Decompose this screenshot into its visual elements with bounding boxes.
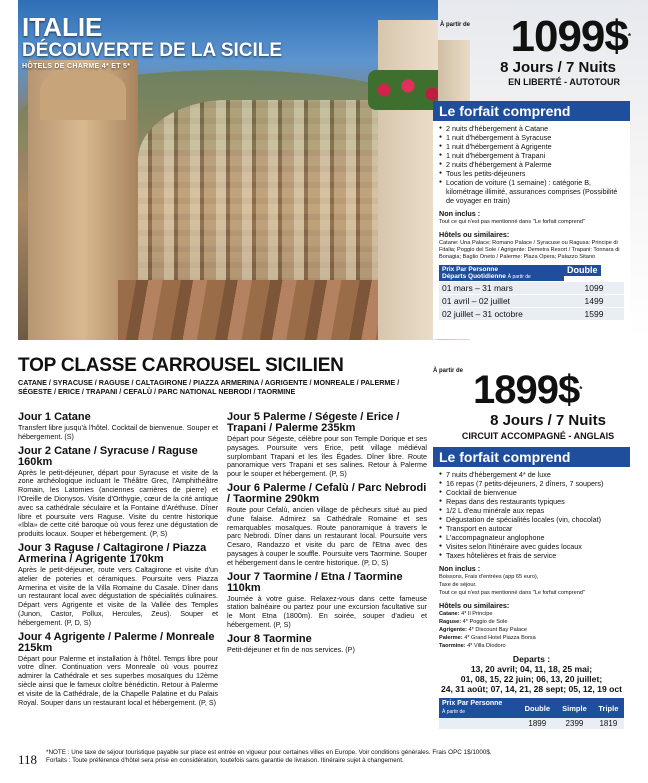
list-item: ● 1 nuit d'hébergement à Syracuse: [439, 133, 624, 142]
forfait-box-1: [433, 101, 630, 339]
tour-title: DÉCOUVERTE DE LA SICILE: [22, 40, 283, 61]
price-table-2: [439, 698, 624, 729]
tour2-cities: CATANE / SYRACUSE / RAGUSE / CALTAGIRONE / PIAZZA ARMERINA / AGRIGENTE / MONREALE / PALERME / SÉGESTE / ERICE / TRAPANI / CEFALÙ / PARC NATIONAL NEBRODI / TAORMINE: [18, 378, 400, 396]
day-title: Jour 3 Raguse / Caltagirone / Piazza Armerina / Agrigente 170km: [18, 541, 207, 565]
table-row: 01 mars – 31 mars 1099: [439, 282, 624, 295]
day-title: Jour 7 Taormine / Etna / Taormine 110km: [227, 570, 403, 594]
itinerary-column-2: [227, 412, 427, 655]
list-item: ● 1/2 L d'eau minérale aux repas: [439, 506, 624, 515]
day-title: Jour 6 Palerme / Cefalù / Parc Nebrodi / Taormine 290km: [227, 481, 427, 505]
forfait-heading: Le forfait comprend: [433, 101, 630, 121]
day-text: Transfert libre jusqu'à l'hôtel. Cocktail de bienvenue. Souper et hébergement. (S): [18, 423, 218, 441]
list-item: ● 2 nuits d'hébergement à Palerme: [439, 160, 624, 169]
list-item: ● 16 repas (7 petits-déjeuners, 2 dîners, 7 soupers): [439, 479, 624, 488]
day-title: Jour 2 Catane / Syracuse / Raguse 160km: [18, 444, 198, 468]
list-item: ● Taxes hôtelières et frais de service: [439, 551, 624, 560]
hotels-subtitle: HÔTELS DE CHARME 4* ET 5*: [22, 63, 131, 70]
non-inclus-text: Tout ce qui n'est pas mentionné dans "Le forfait comprend": [439, 590, 585, 596]
forfait-list: [433, 467, 630, 560]
hotels-label: Hôtels ou similaires:: [439, 230, 510, 239]
a-partir-label: À partir de: [433, 368, 464, 374]
departures: [433, 654, 630, 694]
list-item: ● Cocktail de bienvenue: [439, 488, 624, 497]
forfait-list: [433, 121, 630, 205]
hotels-text: Catane: Una Palace; Romano Palace / Syracuse ou Ragusa: Principe di Fitalia; Poggio del Sole / Agrigente: Demetra Resort / Trapani: Tonnara di Bonagia; Baglio Oneto / Palerme: Plaza Opera; Palazzo Sitano: [439, 240, 620, 260]
list-item: ● Repas dans des restaurants typiques: [439, 497, 624, 506]
table-row: 01 avril – 02 juillet 1499: [439, 295, 624, 308]
travel-mode: CIRCUIT ACCOMPAGNÉ - ANGLAIS: [461, 431, 615, 441]
a-partir-label: À partir de: [507, 274, 531, 280]
price-per-person-label: Prix Par Personne: [442, 700, 503, 707]
hotels-label: Hôtels ou similaires:: [439, 601, 510, 610]
day-title: Jour 1 Catane: [18, 411, 91, 423]
departs-line: 01, 08, 15, 22 juin; 06, 13, 20 juillet;: [460, 674, 603, 684]
double-header: Double: [518, 698, 556, 718]
day-text: Route pour Cefalù, ancien village de pêcheurs situé au pied d'une falaise. Admirez sa Cathédrale Romaine et ses remarquables mosaïques. Route panoramique à travers le parc Nebrodi. Dîner dans un restaurant local. Poursuite vers Cesaro, Randazzo et visite du parc de l'Etna avec des paysages à couper le souffle. Poursuite vers Taormine. Souper et hébergement dans le centre historique. (P, D, S): [227, 504, 427, 567]
list-item: ● Tous les petits-déjeuners: [439, 169, 624, 178]
day-text: Journée à votre guise. Relaxez-vous dans cette fameuse station balnéaire ou partez pour une excursion facultative sur le Mont Etna (1800m). En soirée, souper d'adieu et hébergement. (P, S): [227, 593, 427, 629]
departs-line: 13, 20 avril; 04, 11, 18, 25 mai;: [470, 664, 593, 674]
day-title: Jour 8 Taormine: [227, 632, 312, 645]
table-row: 1899 2399 1819: [439, 718, 624, 729]
day-text: Petit-déjeuner et fin de nos services. (P): [227, 644, 355, 654]
double-header: Double: [564, 265, 601, 276]
itinerary-column-1: [18, 412, 218, 707]
hotel-line: Raguse: 4* Poggio de Sole: [439, 619, 508, 625]
price-amount: 1099$*: [510, 12, 630, 61]
a-partir-label: À partir de: [442, 709, 466, 715]
non-inclus-label: Non inclus :: [439, 209, 481, 218]
day-text: Départ pour Ségeste, célèbre pour son Temple Dorique et ses paysages. Poursuite vers Erice, petit village médiéval surplombant Trapani et les îles Égades. Dîner libre. Route panoramique vers Trapani et ses salines. Retour à Palerme pour le souper et hébergement. (P, S): [227, 434, 427, 479]
footer-notes: [46, 749, 636, 765]
non-inclus-label: Non inclus :: [439, 564, 481, 573]
list-item: ● 7 nuits d'hébergement 4* de luxe: [439, 470, 624, 479]
forfait-heading: Le forfait comprend: [433, 447, 630, 467]
day-text: Après le petit-déjeuner, route vers Caltagirone et visite d'un atelier de poteries et céramiques. Poursuite vers Piazza Armerina et visite de la Villa Romaine du Casale. Dîner dans un restaurant local avec dégustation de spécialités culinaires. Départ vers Agrigente et visite de la Vallée des Temples (Junon, Castor, Pollux, Hercules, Zeus). Souper et hébergement. (P, D, S): [18, 564, 218, 627]
non-inclus-text: Boissons, Frais d'entrées (app 65 euro),: [439, 574, 539, 580]
duration: 8 Jours / 7 Nuits: [500, 59, 616, 76]
list-item: ● Transport en autocar: [439, 524, 624, 533]
list-item: ● Location de voiture (1 semaine) : catégorie B, kilométrage illimité, assurances comprises (Possibilité de voyager en train): [439, 178, 624, 205]
forfait-box-2: [433, 447, 630, 729]
price-amount: 1899$*: [473, 368, 582, 412]
non-inclus-text: Tout ce qui n'est pas mentionné dans "Le forfait comprend": [439, 219, 585, 225]
list-item: ● Dégustation de spécialités locales (vin, chocolat): [439, 515, 624, 524]
list-item: ● 2 nuits d'hébergement à Catane: [439, 124, 624, 133]
hotel-line: Palerme: 4* Grand Hotel Piazza Borsa: [439, 635, 536, 641]
day-title: Jour 5 Palerme / Ségeste / Erice / Trapani / Palerme 235km: [227, 411, 400, 434]
price-block-1: [440, 14, 630, 88]
day-text: Départ pour Palerme et installation à l'hôtel. Temps libre pour votre dîner. Continuation vers Monreale où vous pourrez admirer la Cathédrale et ses superbes mosaïques du 12ème siècle ainsi que le fameux cloître bénédictin. Retour à Palerme et visite de la Cathédrale, de la Chapelle Palatine et du Palais Royal. Souper dans un restaurant local et hébergement. (P, S): [18, 653, 218, 707]
departs-label: Departs :: [512, 654, 551, 664]
duration: 8 Jours / 7 Nuits: [490, 412, 606, 429]
hotel-line: Catane: 4* Il Principe: [439, 611, 493, 617]
table-row: 02 juillet – 31 octobre 1599: [439, 308, 624, 321]
tour2-title: TOP CLASSE CARROUSEL SICILIEN: [18, 355, 344, 376]
hero-section: [0, 0, 648, 340]
footer-note: Forfaits : Toute préférence d'hôtel sera prise en considération, toutefois sans garantie de livraison. Itinéraire sujet à changement.: [46, 757, 404, 764]
hotel-line: Taormine: 4* Villa Diodoro: [439, 643, 506, 649]
list-item: ● 1 nuit d'hébergement à Agrigente: [439, 142, 624, 151]
footer-note: *NOTE : Une taxe de séjour touristique payable sur place est entrée en vigueur pour certaines villes en Europe. Voir conditions générales. Frais OPC 1$/1000$.: [46, 749, 492, 756]
day-text: Après le petit-déjeuner, départ pour Syracuse et visite de la zone archéologique incluant le Théâtre Grec, l'Amphithéâtre Romain, les Latomies (anciennes carrières de pierre) et l'Oreille de Dionysos. Visite d'Orthygie, cœur de la cité antique avec sa cathédrale séculaire et la Fontaine d'Aréthuse. Dîner libre et poursuite vers Raguse. Visite du centre historique «Ibla» de cette cité baroque où vous ferez une dégustation de produits locaux. Souper et hébergement. (P, S): [18, 467, 218, 539]
price-table-1: [439, 265, 624, 320]
non-inclus-text: Taxe de séjour.: [439, 582, 477, 588]
simple-header: Simple: [556, 698, 593, 718]
page-number: 118: [18, 752, 38, 767]
departs-line: 24, 31 août; 07, 14, 21, 28 sept; 05, 12, 19 oct: [440, 684, 623, 694]
triple-header: Triple: [593, 698, 624, 718]
country-title: ITALIE: [22, 12, 103, 42]
travel-mode: EN LIBERTÉ - AUTOTOUR: [508, 77, 620, 87]
list-item: ● 1 nuit d'hébergement à Trapani: [439, 151, 624, 160]
list-item: ● L'accompagnateur anglophone: [439, 533, 624, 542]
a-partir-label: À partir de: [440, 22, 471, 28]
hotel-line: Agrigente: 4* Discount Bay Palace: [439, 627, 527, 633]
day-title: Jour 4 Agrigente / Palerme / Monreale 215km: [18, 630, 215, 654]
price-per-person-label: Prix Par Personne: [442, 266, 498, 273]
list-item: ● Visites selon l'itinéraire avec guides locaux: [439, 542, 624, 551]
daily-departures-label: Départs Quotidienne: [442, 273, 506, 280]
hero-title-block: [22, 14, 282, 72]
